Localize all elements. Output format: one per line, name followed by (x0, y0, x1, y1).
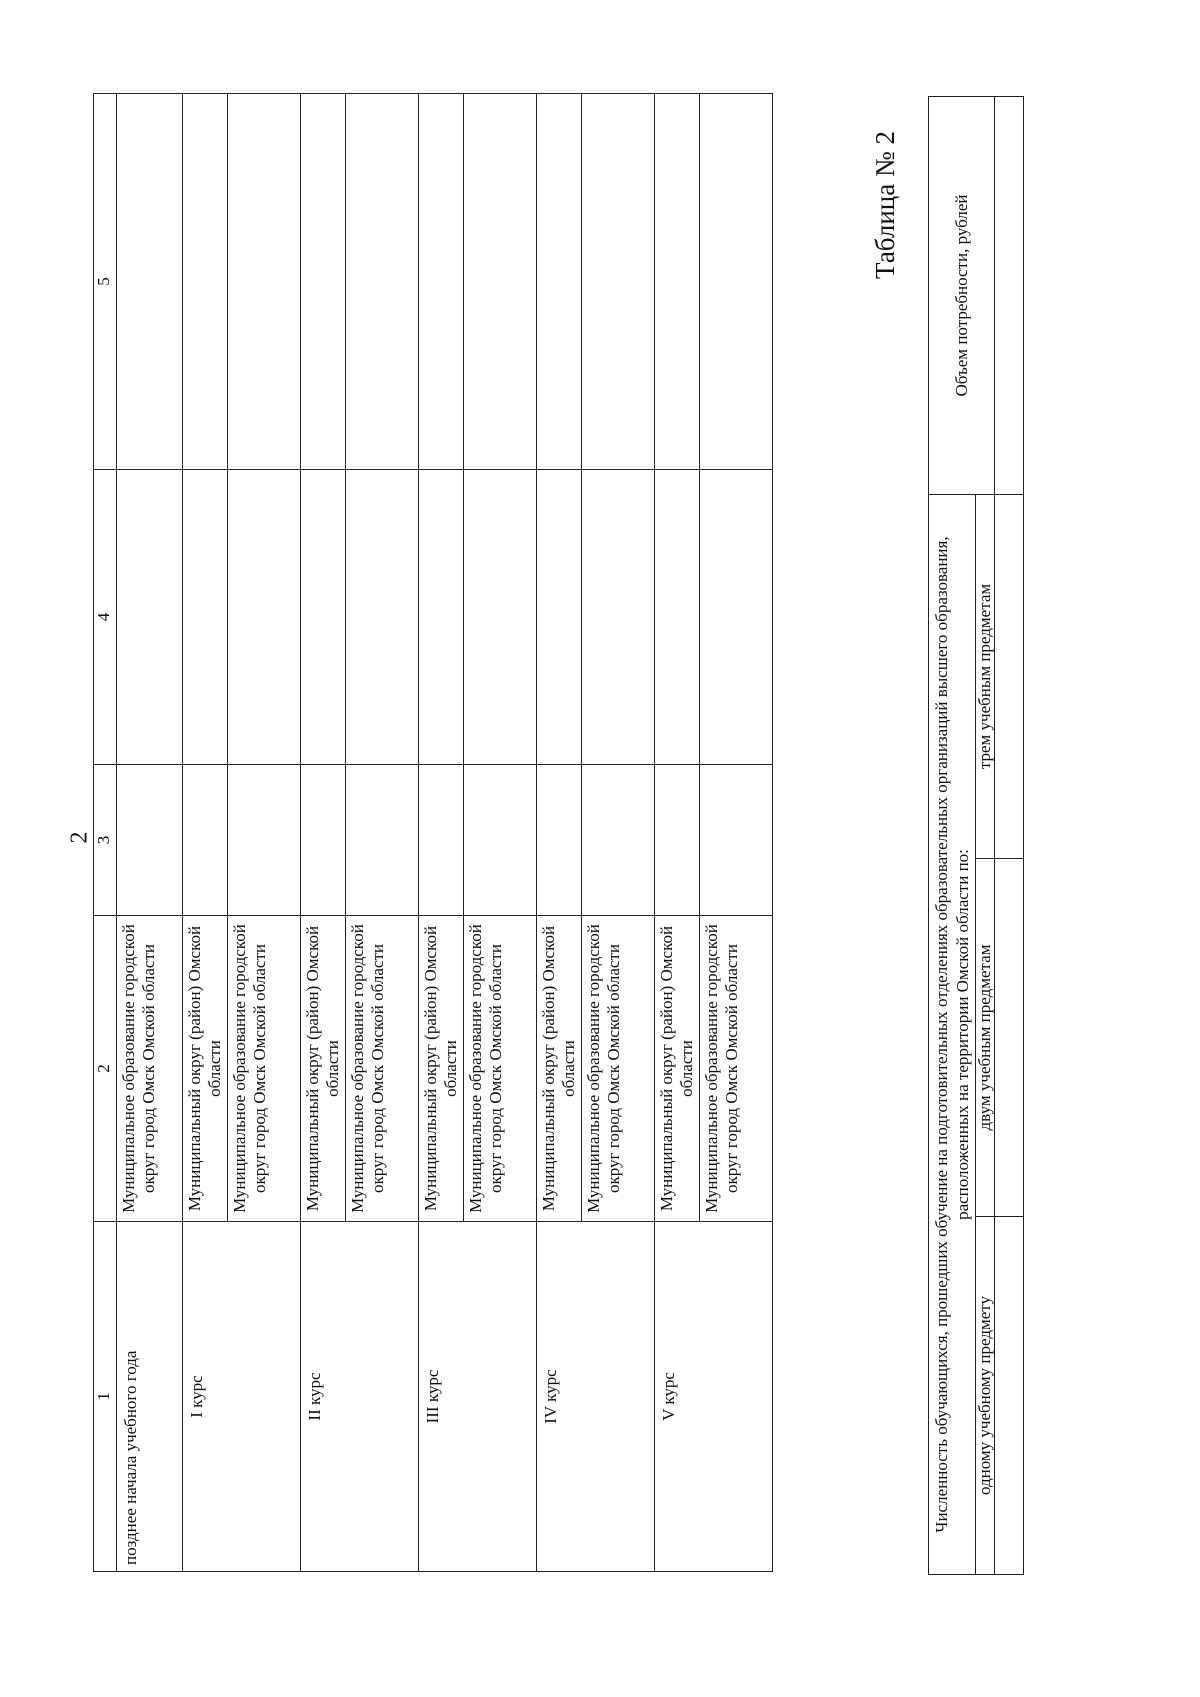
one-subject-header: одному учебному предмету (976, 1217, 995, 1575)
table-row (183, 94, 228, 1572)
empty-cell (228, 94, 301, 470)
municipality-cell: Муниципальный округ (район) Омской области (183, 916, 228, 1222)
course-cell: III курс (419, 1222, 537, 1572)
empty-cell (700, 470, 773, 765)
empty-cell (346, 470, 419, 765)
empty-cell (582, 470, 655, 765)
empty-cell (301, 765, 346, 916)
empty-cell (582, 765, 655, 916)
municipality-cell: Муниципальный округ (район) Омской области (419, 916, 464, 1222)
empty-cell (995, 1217, 1024, 1575)
table-row (537, 94, 582, 1572)
courses-table (93, 93, 773, 1572)
course-cell: V курс (655, 1222, 773, 1572)
empty-cell (346, 765, 419, 916)
municipality-cell: Муниципальный округ (район) Омской области (655, 916, 700, 1222)
table-row (419, 94, 464, 1572)
municipality-cell: Муниципальный округ (район) Омской области (301, 916, 346, 1222)
municipality-cell: Муниципальное образование городской округ город Омск Омской области (228, 916, 301, 1222)
empty-cell (117, 94, 183, 470)
table-2-caption: Таблица № 2 (870, 131, 900, 279)
volume-header: Объем потребности, рублей (929, 97, 995, 495)
empty-cell (117, 765, 183, 916)
column-number-2: 2 (94, 916, 117, 1222)
empty-cell (183, 94, 228, 470)
municipality-cell: Муниципальное образование городской округ город Омск Омской области (346, 916, 419, 1222)
column-number-3: 3 (94, 765, 117, 916)
municipality-cell: Муниципальное образование городской округ город Омск Омской области (117, 916, 183, 1222)
empty-cell (117, 470, 183, 765)
column-number-1: 1 (94, 1222, 117, 1572)
empty-cell (464, 94, 537, 470)
municipality-cell: Муниципальный округ (район) Омской области (537, 916, 582, 1222)
course-cell: IV курс (537, 1222, 655, 1572)
empty-cell (995, 97, 1024, 495)
row-label-late-start: позднее начала учебного года (117, 1222, 183, 1572)
page-number: 2 (66, 831, 93, 844)
empty-cell (419, 765, 464, 916)
empty-cell (995, 859, 1024, 1217)
two-subjects-header: двум учебным предметам (976, 859, 995, 1217)
empty-cell (346, 94, 419, 470)
table-row (301, 94, 346, 1572)
empty-cell (655, 94, 700, 470)
column-number-4: 4 (94, 470, 117, 765)
volume-table (928, 96, 1024, 1575)
empty-cell (700, 765, 773, 916)
empty-cell (301, 470, 346, 765)
empty-cell (464, 765, 537, 916)
table-header-row (929, 97, 976, 1575)
empty-cell (228, 765, 301, 916)
empty-cell (228, 470, 301, 765)
empty-cell (655, 470, 700, 765)
municipality-cell: Муниципальное образование городской округ город Омск Омской области (464, 916, 537, 1222)
students-count-header: Численность обучающихся, прошедших обучение на подготовительных отделениях образовательных организаций высшего образования, расположенных на территории Омской области по: (929, 495, 976, 1575)
column-number-5: 5 (94, 94, 117, 470)
municipality-cell: Муниципальное образование городской округ город Омск Омской области (700, 916, 773, 1222)
empty-cell (537, 470, 582, 765)
empty-cell (655, 765, 700, 916)
empty-cell (301, 94, 346, 470)
empty-cell (995, 495, 1024, 859)
three-subjects-header: трем учебным предметам (976, 495, 995, 859)
table-row (995, 97, 1024, 1575)
table-row (117, 94, 183, 1572)
municipality-cell: Муниципальное образование городской округ город Омск Омской области (582, 916, 655, 1222)
empty-cell (419, 94, 464, 470)
table-row (655, 94, 700, 1572)
empty-cell (419, 470, 464, 765)
course-cell: II курс (301, 1222, 419, 1572)
empty-cell (582, 94, 655, 470)
table-header-row (94, 94, 117, 1572)
empty-cell (464, 470, 537, 765)
course-cell: I курс (183, 1222, 301, 1572)
empty-cell (183, 470, 228, 765)
empty-cell (537, 94, 582, 470)
empty-cell (183, 765, 228, 916)
empty-cell (537, 765, 582, 916)
empty-cell (700, 94, 773, 470)
